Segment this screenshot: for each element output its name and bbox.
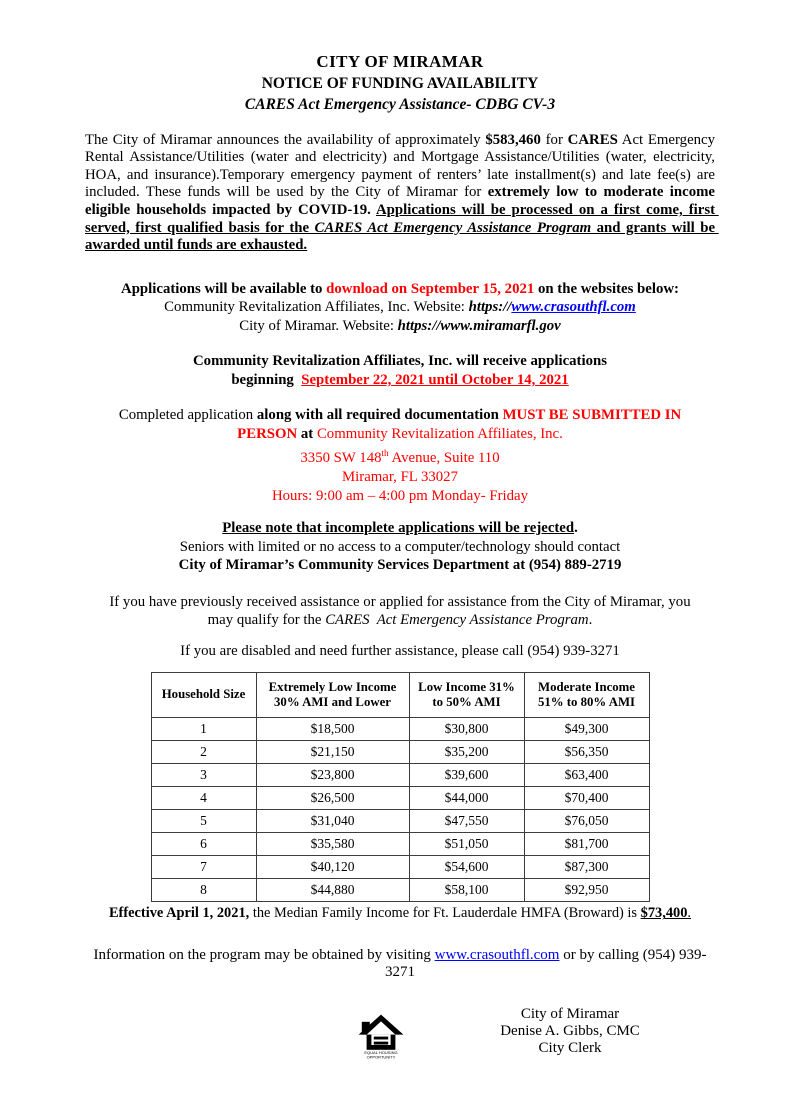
table-cell: $44,880 — [256, 879, 409, 902]
text-run: Please note that incomplete applications will be rejected — [222, 520, 575, 537]
income-table-header: Household Size — [151, 673, 256, 718]
text-run: CARES Act Emergency Assistance Program — [325, 611, 589, 628]
table-cell: $70,400 — [524, 787, 649, 810]
availability-section — [85, 280, 715, 336]
table-row — [151, 764, 649, 787]
signature-block — [467, 1006, 673, 1057]
text-run: extremely low to moderate income eligible households impacted by COVID-19. — [85, 184, 719, 218]
table-cell: $87,300 — [524, 856, 649, 879]
text-run: the Median Family Income for Ft. Lauderdale HMFA (Broward) is — [249, 905, 641, 922]
text-run: MUST BE SUBMITTED IN — [502, 407, 682, 424]
table-cell: $21,150 — [256, 741, 409, 764]
table-header-row — [151, 673, 649, 718]
miramar-website-line — [85, 317, 715, 336]
note-section — [85, 519, 715, 575]
table-row — [151, 718, 649, 741]
table-cell: $49,300 — [524, 718, 649, 741]
table-cell: $40,120 — [256, 856, 409, 879]
table-cell: $58,100 — [409, 879, 524, 902]
table-cell: $51,050 — [409, 833, 524, 856]
table-cell: $35,200 — [409, 741, 524, 764]
street-address: 3350 SW 148 — [300, 450, 382, 467]
page-subtitle: NOTICE OF FUNDING AVAILABILITY — [261, 75, 539, 93]
submission-line-1 — [85, 406, 715, 425]
text-run: beginning — [231, 372, 302, 389]
text-run: If you have previously received assistance or applied for assistance from the City of Miramar, you may qualify for the — [109, 593, 695, 628]
document-header — [85, 52, 715, 115]
table-cell: $26,500 — [256, 787, 409, 810]
text-run: Information on the program may be obtained by visiting — [93, 947, 435, 964]
income-table-header: Moderate Income 51% to 80% AMI — [524, 673, 649, 718]
city-line — [85, 468, 715, 487]
phone-note — [85, 556, 715, 575]
text-run: Act Emergency Rental Assistance/Utilities (water and electricity) and Mortgage Assistance/Utilities (water, electricity, HOA, and insurance).Temporary emergency payment of renters’ late installment(s) and late fee(s) are included. These funds will be used by the City of Miramar for — [85, 131, 719, 201]
table-cell: 1 — [151, 718, 256, 741]
text-run: Applications will be processed on a first come, first served, first qualified basis for the — [85, 201, 719, 236]
text-run: https:// — [468, 299, 512, 316]
table-cell: $92,950 — [524, 879, 649, 902]
table-row — [151, 833, 649, 856]
table-cell: $44,000 — [409, 787, 524, 810]
application-period: September 22, 2021 until October 14, 2021 — [301, 372, 569, 389]
miramar-website: https://www.miramarfl.gov — [397, 317, 561, 334]
city-state-zip: Miramar, FL 33027 — [342, 469, 458, 486]
availability-line — [85, 280, 715, 299]
table-cell: $54,600 — [409, 856, 524, 879]
text-run: Effective April 1, 2021, — [108, 905, 250, 922]
office-hours: Hours: 9:00 am – 4:00 pm Monday- Friday — [271, 488, 529, 505]
address-line — [85, 444, 715, 468]
disabled-assistance-note — [85, 643, 715, 660]
text-run: at — [297, 426, 317, 443]
text-run: . — [588, 611, 593, 628]
previous-assistance-paragraph — [85, 593, 715, 629]
equal-housing-opportunity-icon — [357, 1008, 405, 1066]
text-run: along with all required documentation — [256, 407, 503, 424]
table-cell: $63,400 — [524, 764, 649, 787]
table-cell: $39,600 — [409, 764, 524, 787]
table-row — [151, 810, 649, 833]
text-run: Avenue, Suite 110 — [388, 450, 500, 467]
text-run: City of Miramar. Website: — [239, 317, 398, 334]
table-cell: $47,550 — [409, 810, 524, 833]
table-cell: 3 — [151, 764, 256, 787]
text-run: Completed application — [118, 407, 257, 424]
receive-section — [85, 352, 715, 390]
text-run: th — [381, 448, 389, 459]
text-run: Community Revitalization Affiliates, Inc. will receive applications — [192, 353, 607, 370]
income-table-header: Extremely Low Income 30% AMI and Lower — [256, 673, 409, 718]
page-title: CITY OF MIRAMAR — [316, 52, 484, 71]
download-date: download on September 15, 2021 — [326, 280, 535, 297]
svg-text:OPPORTUNITY: OPPORTUNITY — [366, 1055, 396, 1061]
text-run: . — [687, 905, 692, 922]
signature-name: Denise A. Gibbs, CMC — [500, 1023, 640, 1040]
effective-date-line — [85, 905, 715, 922]
text-run: Community Revitalization Affiliates, Inc. — [316, 426, 563, 443]
table-row — [151, 741, 649, 764]
text-run: Applications will be available to — [121, 280, 327, 297]
table-cell: $23,800 — [256, 764, 409, 787]
table-cell: $18,500 — [256, 718, 409, 741]
text-run: . — [574, 520, 578, 537]
funding-amount: $583,460 — [485, 131, 541, 148]
income-limits-table — [151, 672, 650, 902]
table-cell: 6 — [151, 833, 256, 856]
text-run: Community Revitalization Affiliates, Inc. Website: — [164, 299, 469, 316]
text-run: Seniors with limited or no access to a computer/technology should contact — [179, 538, 621, 555]
signature-org: City of Miramar — [520, 1006, 620, 1023]
document-footer — [85, 1006, 715, 1096]
table-cell: 8 — [151, 879, 256, 902]
table-cell: $31,040 — [256, 810, 409, 833]
submission-section — [85, 406, 715, 506]
table-row — [151, 879, 649, 902]
receive-line — [85, 352, 715, 371]
text-run: CARES — [567, 131, 618, 148]
text-run: on the websites below: — [534, 280, 679, 297]
text-run: or by calling (954) 939-3271 — [385, 947, 707, 981]
income-table-header: Low Income 31% to 50% AMI — [409, 673, 524, 718]
signature-title: City Clerk — [538, 1040, 602, 1057]
table-cell: $35,580 — [256, 833, 409, 856]
program-info-line — [85, 947, 715, 981]
table-cell: $56,350 — [524, 741, 649, 764]
table-cell: 7 — [151, 856, 256, 879]
table-cell: $76,050 — [524, 810, 649, 833]
table-cell: $81,700 — [524, 833, 649, 856]
text-run: Emergency Assistance Program — [393, 219, 592, 236]
disabled-assistance-line: If you are disabled and need further assistance, please call (954) 939-3271 — [180, 643, 620, 660]
rejection-note — [85, 519, 715, 538]
text-run: The City of Miramar announces the availability of approximately — [85, 131, 486, 148]
program-name: CARES Act Emergency Assistance- CDBG CV-3 — [244, 96, 556, 114]
hours-line — [85, 487, 715, 506]
text-run: CARES Act — [314, 219, 388, 236]
cra-website-link[interactable]: www.crasouthfl.com — [434, 947, 560, 964]
submission-line-2 — [85, 425, 715, 444]
table-cell: 5 — [151, 810, 256, 833]
intro-paragraph — [85, 131, 719, 255]
text-run: and grants will be awarded until funds are exhausted. — [85, 219, 719, 254]
table-cell: 4 — [151, 787, 256, 810]
seniors-note — [85, 538, 715, 557]
cra-website-link[interactable]: www.crasouthfl.com — [511, 299, 636, 316]
svg-text:EQUAL HOUSING: EQUAL HOUSING — [364, 1050, 398, 1056]
table-cell: $30,800 — [409, 718, 524, 741]
table-cell: 2 — [151, 741, 256, 764]
text-run: for — [540, 131, 568, 148]
application-period-line — [85, 371, 715, 390]
table-row — [151, 856, 649, 879]
table-row — [151, 787, 649, 810]
cra-website-line — [85, 298, 715, 317]
text-run: PERSON — [237, 426, 298, 443]
community-services-phone: City of Miramar’s Community Services Department at (954) 889-2719 — [178, 557, 622, 574]
median-family-income: $73,400 — [640, 905, 688, 922]
